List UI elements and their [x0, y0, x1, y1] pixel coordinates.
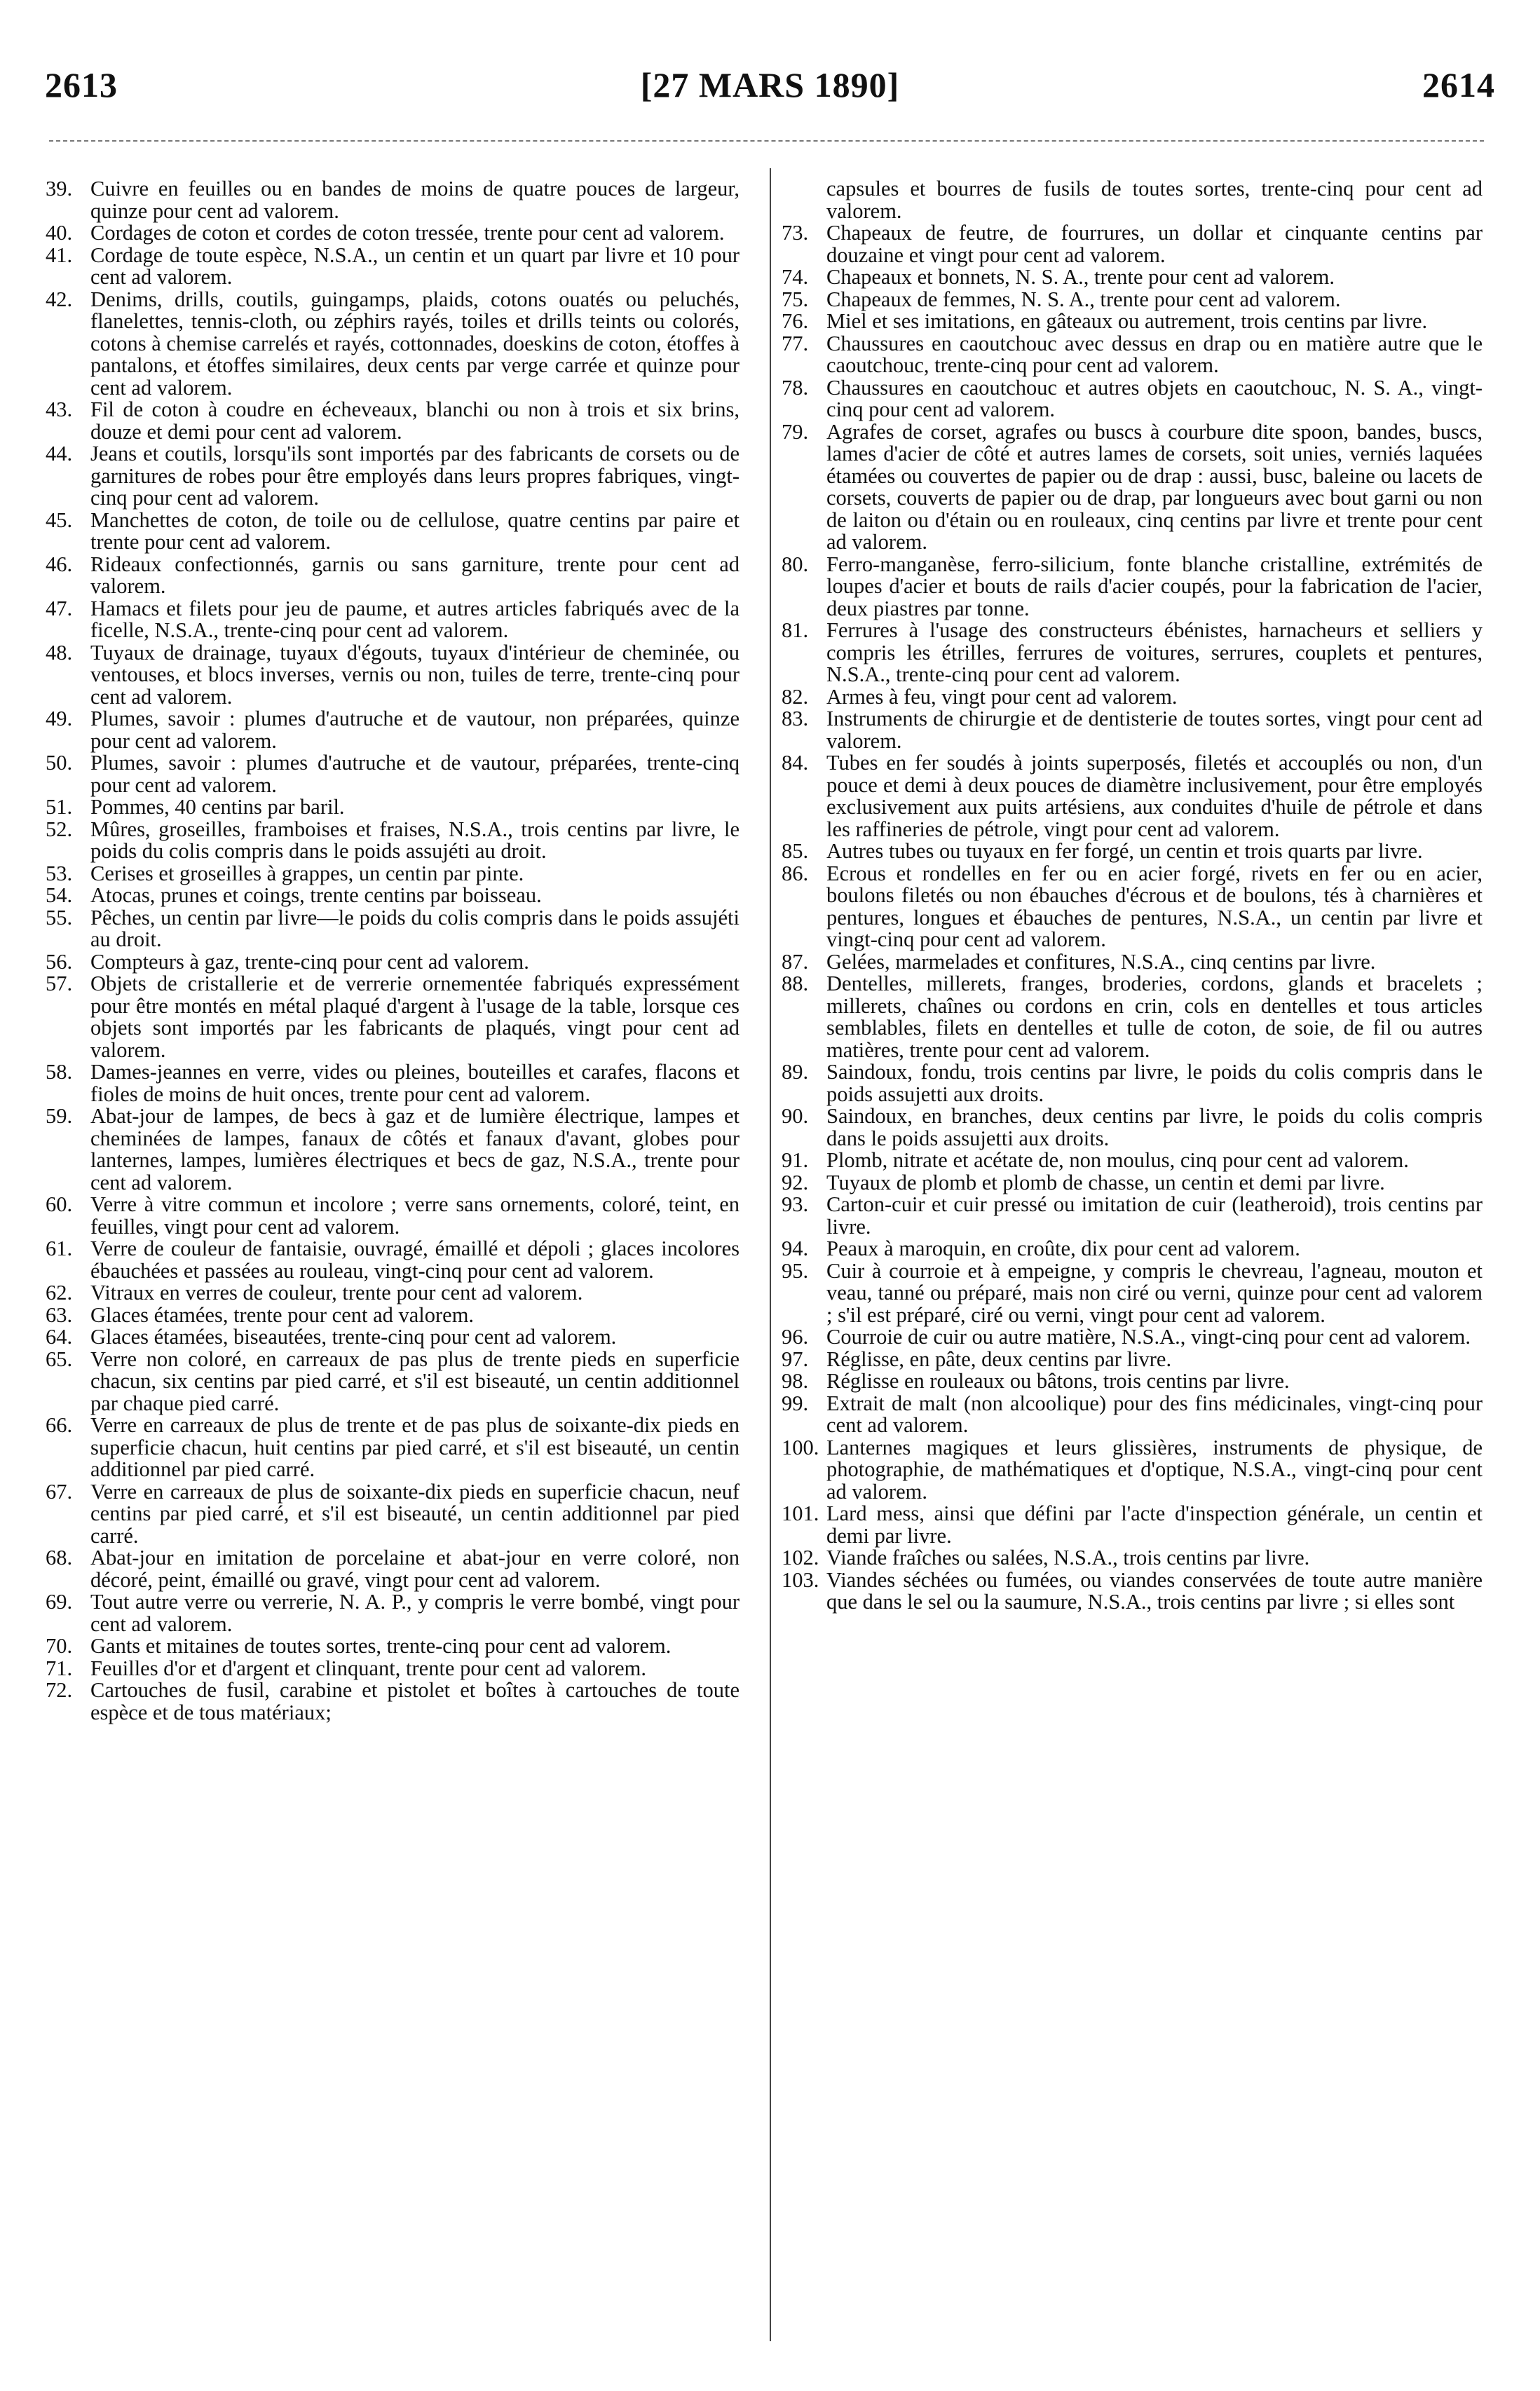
- tariff-entry: [46, 1105, 740, 1194]
- entry-text: Rideaux confectionnés, garnis ou sans garniture, trente pour cent ad valorem.: [90, 552, 740, 598]
- tariff-entry: [782, 1150, 1483, 1172]
- tariff-entry: [46, 510, 740, 554]
- entry-number: 102.: [782, 1546, 819, 1569]
- entry-text: Chapeaux de feutre, de fourrures, un dollar et cinquante centins par douzaine et vingt pour cent ad valorem.: [826, 221, 1483, 267]
- entry-text: Gelées, marmelades et confitures, N.S.A., cinq centins par livre.: [826, 949, 1376, 974]
- entry-number: 96.: [782, 1325, 809, 1349]
- tariff-entry: [782, 1326, 1483, 1349]
- entry-text: Chapeaux et bonnets, N. S. A., trente pour cent ad valorem.: [826, 265, 1335, 289]
- entry-number: 42.: [46, 287, 73, 311]
- entry-text: Peaux à maroquin, en croûte, dix pour cent ad valorem.: [826, 1237, 1300, 1260]
- entry-number: 51.: [46, 795, 73, 819]
- entry-text: Tuyaux de drainage, tuyaux d'égouts, tuyaux d'intérieur de cheminée, ou ventouses, et blocs inverses, vernis ou non, tuiles de terre, trente-cinq pour cent ad valorem.: [90, 640, 740, 709]
- tariff-entry: [46, 1635, 740, 1658]
- tariff-entry: [782, 1238, 1483, 1260]
- entry-number: 98.: [782, 1369, 809, 1393]
- tariff-entry: [46, 973, 740, 1061]
- entry-number: 57.: [46, 972, 73, 995]
- entry-number: 99.: [782, 1391, 809, 1415]
- entry-number: 61.: [46, 1237, 73, 1260]
- tariff-entry: [782, 708, 1483, 752]
- entry-text: Vitraux en verres de couleur, trente pour cent ad valorem.: [90, 1281, 583, 1305]
- entry-text: Chaussures en caoutchouc avec dessus en drap ou en matière autre que le caoutchouc, trente-cinq pour cent ad valorem.: [826, 331, 1483, 377]
- entry-number: 75.: [782, 287, 809, 311]
- entry-number: 97.: [782, 1347, 809, 1371]
- tariff-entry: [782, 1503, 1483, 1547]
- entry-number: 84.: [782, 751, 809, 775]
- entry-text: Plumes, savoir : plumes d'autruche et de vautour, préparées, trente-cinq pour cent ad valorem.: [90, 751, 740, 797]
- entry-number: 44.: [46, 442, 73, 465]
- tariff-entry: [782, 863, 1483, 951]
- entry-number: 73.: [782, 221, 809, 245]
- tariff-entry: [46, 399, 740, 443]
- tariff-entry: [46, 819, 740, 863]
- entry-number: 63.: [46, 1302, 73, 1327]
- tariff-entry: [46, 1061, 740, 1105]
- tariff-entry: [782, 266, 1483, 289]
- entry-text: Cuir à courroie et à empeigne, y compris le chevreau, l'agneau, mouton et veau, tanné ou préparé, mais non ciré ou verni, quinze pour cent ad valorem ; s'il est préparé, ciré ou verni, vingt pour cent ad valorem.: [826, 1258, 1483, 1327]
- entry-number: 41.: [46, 243, 73, 267]
- entry-number: 103.: [782, 1567, 819, 1592]
- tariff-entry: [782, 1569, 1483, 1614]
- entry-number: 40.: [46, 221, 73, 245]
- entry-number: 92.: [782, 1170, 809, 1194]
- entry-number: 68.: [46, 1546, 73, 1569]
- left-column: [46, 178, 740, 1724]
- entry-number: 50.: [46, 751, 73, 775]
- entry-number: 85.: [782, 839, 809, 863]
- entry-number: 100.: [782, 1435, 819, 1459]
- tariff-entry: [46, 796, 740, 819]
- entry-text: Carton-cuir et cuir pressé ou imitation de cuir (leatheroid), trois centins par livre.: [826, 1192, 1483, 1239]
- tariff-entry: [46, 907, 740, 951]
- entry-text: Objets de cristallerie et de verrerie ornementée fabriqués expressément pour être montés en métal plaqué d'argent à l'usage de la table, lorsque ces objets sont importés par les fabricants de plaqués, vingt pour cent ad valorem.: [90, 972, 740, 1062]
- entry-number: 67.: [46, 1479, 73, 1504]
- entry-number: 77.: [782, 331, 809, 355]
- entry-number: 74.: [782, 265, 809, 289]
- entry-text: Cartouches de fusil, carabine et pistolet et boîtes à cartouches de toute espèce et de tous matériaux;: [90, 1678, 740, 1724]
- tariff-entry: [782, 289, 1483, 311]
- entry-number: 69.: [46, 1590, 73, 1614]
- entry-number: 101.: [782, 1501, 819, 1525]
- entry-text: Glaces étamées, biseautées, trente-cinq pour cent ad valorem.: [90, 1325, 617, 1349]
- entry-text: Extrait de malt (non alcoolique) pour des fins médicinales, vingt-cinq pour cent ad valorem.: [826, 1391, 1483, 1437]
- tariff-entry: [46, 554, 740, 598]
- entry-text: Armes à feu, vingt pour cent ad valorem.: [826, 684, 1178, 709]
- entry-number: 66.: [46, 1413, 73, 1437]
- tariff-entry: [46, 951, 740, 974]
- tariff-entry: [782, 752, 1483, 840]
- tariff-entry: [46, 1680, 740, 1724]
- entry-text: Tuyaux de plomb et plomb de chasse, un centin et demi par livre.: [826, 1170, 1385, 1194]
- entry-number: 43.: [46, 397, 73, 421]
- tariff-entry: [782, 311, 1483, 333]
- entry-text: Ferrures à l'usage des constructeurs ébénistes, harnacheurs et selliers y compris les étrilles, ferrures de voitures, serrures, couplets et pentures, N.S.A., trente-cinq pour cent ad valorem.: [826, 618, 1483, 686]
- entry-number: 89.: [782, 1060, 809, 1084]
- tariff-entry: [782, 1172, 1483, 1194]
- tariff-entry: [46, 1326, 740, 1349]
- entry-number: 47.: [46, 596, 73, 620]
- entry-text: Verre en carreaux de plus de soixante-dix pieds en superficie chacun, neuf centins par pied carré, et s'il est biseauté, un centin additionnel par pied carré.: [90, 1479, 740, 1548]
- tariff-entry: [782, 1547, 1483, 1569]
- entry-number: 55.: [46, 905, 73, 929]
- entry-text: Tubes en fer soudés à joints superposés, filetés et accouplés ou non, d'un pouce et demi à deux pouces de diamètre inclusivement, pour être employés exclusivement aux puits artésiens, aux conduites d'huile de pétrole et dans les raffineries de pétrole, vingt pour cent ad valorem.: [826, 751, 1483, 841]
- entry-text: Verre à vitre commun et incolore ; verre sans ornements, coloré, teint, en feuilles, vingt pour cent ad valorem.: [90, 1192, 740, 1239]
- entry-text: Hamacs et filets pour jeu de paume, et autres articles fabriqués avec de la ficelle, N.S.A., trente-cinq pour cent ad valorem.: [90, 596, 740, 642]
- entry-text: Mûres, groseilles, framboises et fraises, N.S.A., trois centins par livre, le poids du colis compris dans le poids assujéti au droit.: [90, 817, 740, 863]
- entry-number: 91.: [782, 1148, 809, 1172]
- right-column: [782, 178, 1483, 1614]
- tariff-entry: [46, 1282, 740, 1305]
- entry-number: 52.: [46, 817, 73, 841]
- entry-text: Cuivre en feuilles ou en bandes de moins de quatre pouces de largeur, quinze pour cent ad valorem.: [90, 177, 740, 223]
- entry-number: 90.: [782, 1104, 809, 1128]
- entry-text: Gants et mitaines de toutes sortes, trente-cinq pour cent ad valorem.: [90, 1634, 672, 1658]
- entry-text: Dames-jeannes en verre, vides ou pleines, bouteilles et carafes, flacons et fioles de moins de huit onces, trente pour cent ad valorem.: [90, 1060, 740, 1106]
- tariff-entry: [782, 1105, 1483, 1150]
- tariff-entry: [782, 554, 1483, 620]
- entry-text: Chaussures en caoutchouc et autres objets en caoutchouc, N. S. A., vingt-cinq pour cent ad valorem.: [826, 375, 1483, 421]
- entry-number: 79.: [782, 419, 809, 444]
- tariff-entry: [782, 1260, 1483, 1327]
- tariff-entry: [782, 1349, 1483, 1371]
- entry-text: Chapeaux de femmes, N. S. A., trente pour cent ad valorem.: [826, 287, 1341, 311]
- entry-number: 54.: [46, 883, 73, 907]
- entry-text: Plumes, savoir : plumes d'autruche et de vautour, non préparées, quinze pour cent ad valorem.: [90, 707, 740, 753]
- tariff-entry: [46, 1415, 740, 1481]
- tariff-entry: [782, 973, 1483, 1061]
- entry-text: Compteurs à gaz, trente-cinq pour cent ad valorem.: [90, 949, 529, 974]
- entry-text: Pommes, 40 centins par baril.: [90, 795, 345, 819]
- tariff-entry: [46, 245, 740, 289]
- entry-text: Lanternes magiques et leurs glissières, instruments de physique, de photographie, de mathématiques et d'optique, N.S.A., vingt-cinq pour cent ad valorem.: [826, 1435, 1483, 1504]
- entry-text: Cordage de toute espèce, N.S.A., un centin et un quart par livre et 10 pour cent ad valorem.: [90, 243, 740, 289]
- tariff-entry: [782, 686, 1483, 709]
- entry-text: Glaces étamées, trente pour cent ad valorem.: [90, 1302, 475, 1327]
- entry-text: Atocas, prunes et coings, trente centins par boisseau.: [90, 883, 542, 907]
- entry-text: Jeans et coutils, lorsqu'ils sont importés par des fabricants de corsets ou de garnitures de robes pour être employés dans leurs propres fabriques, vingt-cinq pour cent ad valorem.: [90, 442, 740, 510]
- tariff-entry: [782, 222, 1483, 266]
- entry-text: Feuilles d'or et d'argent et clinquant, trente pour cent ad valorem.: [90, 1656, 646, 1680]
- tariff-entry: [782, 1194, 1483, 1238]
- entry-number: 95.: [782, 1258, 809, 1283]
- tariff-entry: [782, 1061, 1483, 1105]
- tariff-entry: [46, 863, 740, 885]
- continuation-text: capsules et bourres de fusils de toutes sortes, trente-cinq pour cent ad valorem.: [826, 177, 1483, 223]
- entry-text: Lard mess, ainsi que défini par l'acte d'inspection générale, un centin et demi par livre.: [826, 1501, 1483, 1548]
- tariff-entry: [46, 598, 740, 642]
- entry-number: 72.: [46, 1678, 73, 1702]
- tariff-entry: [46, 443, 740, 510]
- entry-text: Plomb, nitrate et acétate de, non moulus, cinq pour cent ad valorem.: [826, 1148, 1409, 1172]
- entry-text: Autres tubes ou tuyaux en fer forgé, un centin et trois quarts par livre.: [826, 839, 1423, 863]
- entry-text: Viandes séchées ou fumées, ou viandes conservées de toute autre manière que dans le sel ou la saumure, N.S.A., trois centins par livre ; si elles sont: [826, 1567, 1483, 1614]
- page-header: [45, 64, 1495, 114]
- entry-number: 53.: [46, 861, 73, 885]
- entry-text: Verre en carreaux de plus de trente et de pas plus de soixante-dix pieds en superficie chacun, huit centins par pied carré, et s'il est biseauté, un centin additionnel par pied carré.: [90, 1413, 740, 1481]
- tariff-entry: [782, 377, 1483, 421]
- entry-number: 59.: [46, 1104, 73, 1128]
- entry-text: Réglisse, en pâte, deux centins par livre.: [826, 1347, 1172, 1371]
- tariff-entry: [46, 1547, 740, 1591]
- header-rule: [49, 140, 1484, 142]
- entry-number: 70.: [46, 1634, 73, 1658]
- entry-text: Tout autre verre ou verrerie, N. A. P., y compris le verre bombé, vingt pour cent ad valorem.: [90, 1590, 740, 1636]
- entry-text: Viande fraîches ou salées, N.S.A., trois centins par livre.: [826, 1546, 1310, 1569]
- entry-number: 62.: [46, 1281, 73, 1305]
- entry-text: Courroie de cuir ou autre matière, N.S.A., vingt-cinq pour cent ad valorem.: [826, 1325, 1471, 1349]
- entry-number: 71.: [46, 1656, 73, 1680]
- tariff-entry: [46, 1658, 740, 1680]
- entry-number: 76.: [782, 309, 809, 333]
- entry-text: Denims, drills, coutils, guingamps, plaids, cotons ouatés ou peluchés, flanelettes, tennis-cloth, ou zéphirs rayés, toiles et drills teints ou colorés, cotons à chemise carrelés et rayés, cottonnades, doeskins de coton, étoffes à pantalons, et étoffes similaires, deux cents par verge carrée et quinze pour cent ad valorem.: [90, 287, 740, 400]
- tariff-entry: [46, 222, 740, 245]
- entry-number: 56.: [46, 949, 73, 974]
- entry-text: Saindoux, en branches, deux centins par livre, le poids du colis compris dans le poids assujetti aux droits.: [826, 1104, 1483, 1150]
- tariff-entry: [46, 885, 740, 907]
- tariff-entry: [46, 1349, 740, 1415]
- entry-number: 49.: [46, 707, 73, 730]
- tariff-entry: [46, 289, 740, 400]
- entry-number: 45.: [46, 508, 73, 532]
- entry-number: 94.: [782, 1237, 809, 1260]
- tariff-entry: [46, 1238, 740, 1282]
- entry-text: Miel et ses imitations, en gâteaux ou autrement, trois centins par livre.: [826, 309, 1428, 333]
- tariff-entry: [46, 1481, 740, 1548]
- entry-number: 58.: [46, 1060, 73, 1084]
- entry-text: Ferro-manganèse, ferro-silicium, fonte blanche cristalline, extrémités de loupes d'acier et bouts de rails d'acier coupés, pour la fabrication de l'acier, deux piastres par tonne.: [826, 552, 1483, 620]
- tariff-entry: [782, 1393, 1483, 1437]
- entry-text: Dentelles, millerets, franges, broderies, cordons, glands et bracelets ; millerets, chaînes ou cordons en crin, cols en dentelles et tous articles semblables, filets en dentelles et tulle de coton, de soie, de fil ou autres matières, trente pour cent ad valorem.: [826, 972, 1483, 1062]
- page-date: [27 MARS 1890]: [640, 65, 900, 104]
- entry-number: 82.: [782, 684, 809, 709]
- entry-text: Cerises et groseilles à grappes, un centin par pinte.: [90, 861, 524, 885]
- entry-number: 48.: [46, 640, 73, 665]
- tariff-entry: [46, 178, 740, 222]
- entry-number: 83.: [782, 707, 809, 730]
- tariff-entry: [782, 840, 1483, 863]
- entry-text: Pêches, un centin par livre—le poids du colis compris dans le poids assujéti au droit.: [90, 905, 740, 951]
- tariff-entry: [46, 1194, 740, 1238]
- entry-number: 64.: [46, 1325, 73, 1349]
- entry-text: Réglisse en rouleaux ou bâtons, trois centins par livre.: [826, 1369, 1290, 1393]
- entry-text: Verre de couleur de fantaisie, ouvragé, émaillé et dépoli ; glaces incolores ébauchées et passées au rouleau, vingt-cinq pour cent ad valorem.: [90, 1237, 740, 1283]
- entry-text: Abat-jour de lampes, de becs à gaz et de lumière électrique, lampes et cheminées de lampes, fanaux de côtés et fanaux d'avant, globes pour lanternes, lampes, lumières électriques et becs de gaz, N.S.A., trente pour cent ad valorem.: [90, 1104, 740, 1194]
- entry-number: 65.: [46, 1347, 73, 1371]
- tariff-entry: [782, 951, 1483, 974]
- entry-text: Verre non coloré, en carreaux de pas plus de trente pieds en superficie chacun, six centins par pied carré, et s'il est biseauté, un centin additionnel par chaque pied carré.: [90, 1347, 740, 1415]
- entry-text: Agrafes de corset, agrafes ou buscs à courbure dite spoon, bandes, buscs, lames d'acier de côté et autres lames de corsets, soit unies, verniés laquées étamées ou couvertes de papier ou de drap : aussi, busc, baleine ou lacets de corsets, couverts de papier ou de drap, par longueurs avec bout garni ou non de laiton ou d'étain ou en rouleaux, cinq centins par livre et trente pour cent ad valorem.: [826, 419, 1483, 554]
- tariff-entry: [46, 1302, 740, 1327]
- tariff-entry: [782, 421, 1483, 554]
- tariff-entry: [46, 752, 740, 796]
- entry-number: 93.: [782, 1192, 809, 1216]
- tariff-entry: [782, 1437, 1483, 1504]
- tariff-entry: [46, 708, 740, 752]
- entry-text: Instruments de chirurgie et de dentisterie de toutes sortes, vingt pour cent ad valorem.: [826, 707, 1483, 753]
- tariff-entry: [782, 1370, 1483, 1393]
- entry-text: Cordages de coton et cordes de coton tressée, trente pour cent ad valorem.: [90, 221, 725, 245]
- entry-number: 88.: [782, 972, 809, 995]
- entry-text: Fil de coton à coudre en écheveaux, blanchi ou non à trois et six brins, douze et demi pour cent ad valorem.: [90, 397, 740, 444]
- entry-number: 46.: [46, 552, 73, 576]
- tariff-entry: [782, 333, 1483, 377]
- tariff-entry: [46, 1591, 740, 1635]
- entry-text: Ecrous et rondelles en fer ou en acier forgé, rivets en fer ou en acier, boulons filetés ou non ébauches d'écrous et de boulons, tés à charnières et pentures, longues et ébauches de pentures, N.S.A., un centin par livre et vingt-cinq pour cent ad valorem.: [826, 861, 1483, 951]
- page-number-left: 2613: [45, 65, 118, 104]
- entry-text: Saindoux, fondu, trois centins par livre, le poids du colis compris dans le poids assujetti aux droits.: [826, 1060, 1483, 1106]
- column-divider: [770, 168, 771, 2341]
- entry-number: 81.: [782, 618, 809, 642]
- entry-number: 87.: [782, 949, 809, 974]
- entry-number: 60.: [46, 1192, 73, 1216]
- entry-number: 39.: [46, 177, 73, 200]
- entry-number: 80.: [782, 552, 809, 576]
- page-number-right: 2614: [1422, 65, 1495, 104]
- entry-text: Abat-jour en imitation de porcelaine et abat-jour en verre coloré, non décoré, peint, émaillé ou gravé, vingt pour cent ad valorem.: [90, 1546, 740, 1592]
- entry-text: Manchettes de coton, de toile ou de cellulose, quatre centins par paire et trente pour cent ad valorem.: [90, 508, 740, 554]
- entry-number: 86.: [782, 861, 809, 885]
- tariff-entry: [46, 642, 740, 709]
- tariff-entry: [782, 620, 1483, 686]
- entry-number: 78.: [782, 375, 809, 400]
